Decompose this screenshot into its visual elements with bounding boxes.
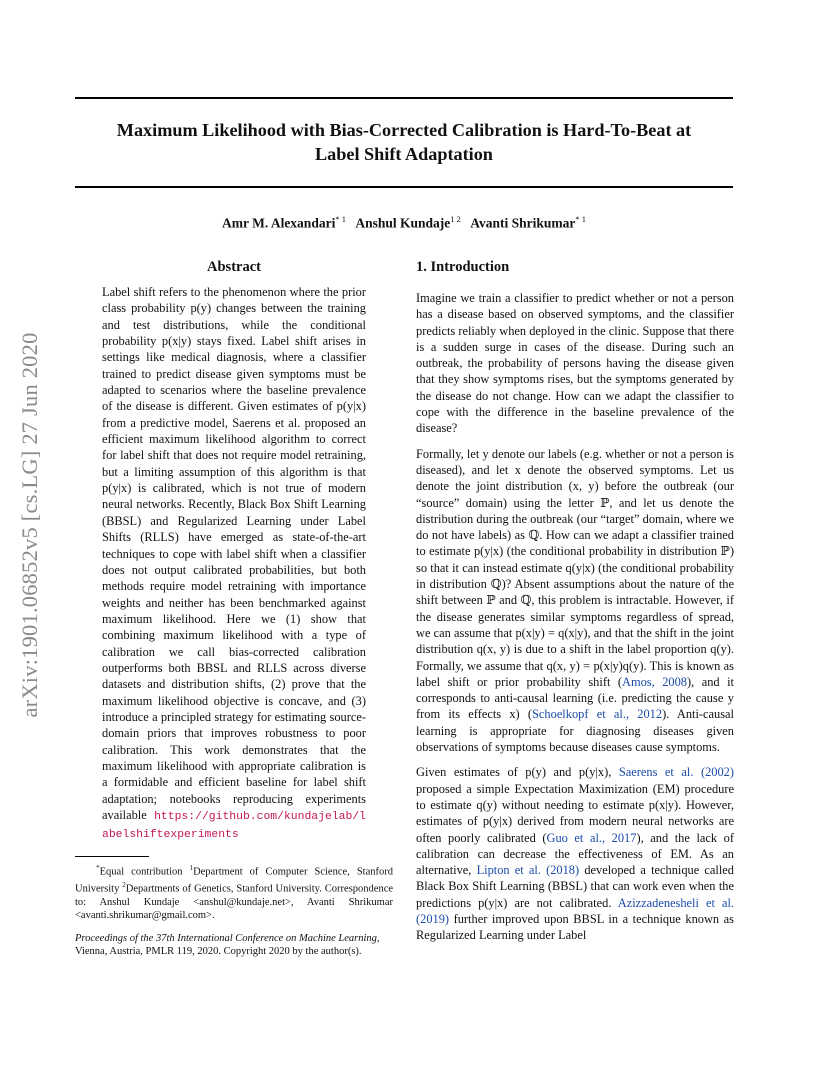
proceedings-note [75, 932, 393, 959]
proceedings-details: , Vienna, Austria, PMLR 119, 2020. Copyright 2020 by the author(s). [75, 933, 380, 958]
introduction-heading: 1. Introduction [416, 259, 510, 275]
citation-link[interactable]: Guo et al., 2017 [546, 830, 637, 845]
p2-text: ), and it corresponds to anti-causal learning (i.e. predicting the cause y from its effects x) ( [416, 674, 734, 722]
intro-paragraph-1: Imagine we train a classifier to predict whether or not a person has a disease based on observed symptoms, and the classifier predicts reliably when deployed in the clinic. Suppose that there is a sudden surge in cases of the disease. During such an outbreak, the probability of persons having the disease given that they show symptoms rises, but the symptoms generated by the disease do not change. How can we adapt the classifier to cope with the difference in the baseline prevalence of the disease? [416, 291, 734, 436]
footnote-correspondence: Correspondence to: Anshul Kundaje <anshul@kundaje.net>, Avanti Shrikumar <avanti.shrikumar@gmail.com>. [75, 883, 394, 921]
abstract-heading: Abstract [207, 259, 261, 275]
citation-link[interactable]: Amos, 2008 [622, 674, 687, 689]
author-list [75, 214, 733, 232]
footnote-affil-1: Department of Computer Science, Stanford University [75, 866, 393, 895]
paper-title [75, 118, 733, 166]
footnote: *Equal contribution $^1$Department of Computer Science, Stanford University $^2$Departments of Genetics, Stanford University. Correspondence to: Anshul Kundaje <anshul@kundaje.net>, Avanti Shrikumar <avanti.shrikumar@gmail.com>. [75, 864, 394, 921]
author-marks: * 1 [575, 214, 587, 224]
title-line-1: Maximum Likelihood with Bias-Corrected Calibration is Hard-To-Beat at [116, 120, 692, 140]
p3-text: proposed a simple Expectation Maximization (EM) procedure to estimate q(y) without needing to estimate p(x|y). However, estimates of p(y|x) derived from modern neural networks are often poorly calibrated ( [416, 781, 734, 845]
repo-link[interactable]: https://github.com/kundajelab/labelshiftexperiments [102, 811, 366, 842]
title-line-2: Label Shift Adaptation [315, 144, 493, 164]
arxiv-identifier: arXiv:1901.06852v5 [cs.LG] 27 Jun 2020 [17, 332, 42, 718]
footnote-rule [75, 856, 149, 857]
p3-text: Given estimates of p(y) and p(y|x), [416, 765, 619, 780]
p2-text: ). Anti-causal learning is appropriate for diagnosing diseases given observations of symptoms because diseases cause symptoms. [416, 707, 734, 755]
abstract-text: Label shift refers to the phenomenon where the prior class probability p(y) changes between the training and test distributions, while the conditional probability p(x|y) stays fixed. Label shift arises in settings like medical diagnosis, where a classifier trained to predict disease given symptoms must be adapted to scenarios where the baseline prevalence of the disease is different. Given estimates of p(y|x) from a predictive model, Saerens et al. proposed an efficient maximum likelihood algorithm to correct for label shift that does not require model retraining, but a limiting assumption of this algorithm is that p(y|x) is calibrated, which is not true of modern neural networks. Recently, Black Box Shift Learning (BBSL) and Regularized Learning under Label Shifts (RLLS) have emerged as state-of-the-art techniques to cope with label shift when a classifier does not output calibrated probabilities, but both methods require model retraining with importance weights and neither has been benchmarked against maximum likelihood. Here we (1) show that combining maximum likelihood with a type of calibration we call bias-corrected calibration outperforms both BBSL and RLLS across diverse datasets and distribution shifts, (2) prove that the maximum likelihood objective is concave, and (3) introduce a principled strategy for estimating source-domain priors that improves robustness to poor calibration. This work demonstrates that the maximum likelihood with appropriate calibration is a formidable and efficient baseline for label shift adaptation; notebooks reproducing experiments available [102, 285, 366, 822]
left-column [75, 259, 393, 844]
p3-text: further improved upon BBSL in a technique known as Regularized Learning under Label [416, 911, 734, 943]
author-name: Anshul Kundaje [355, 215, 451, 231]
footnote-equal: Equal contribution [99, 866, 183, 878]
p3-text: ), and the lack of calibration can decrease the effectiveness of EM. As an alternative, [416, 830, 734, 878]
arxiv-sidebar [10, 290, 50, 760]
footnote-affil-2: Departments of Genetics, Stanford University. [125, 883, 322, 895]
intro-paragraph-2 [416, 446, 734, 756]
citation-link[interactable]: Azizzadenesheli et al. (2019) [416, 895, 734, 926]
author-marks: 1 2 [450, 214, 461, 224]
intro-paragraph-3 [416, 764, 734, 943]
p2-text: Formally, let y denote our labels (e.g. whether or not a person is diseased), and let x denote the observed symptoms. Let us denote the joint distribution (x, y) before the outbreak (our “source” domain) using the letter ℙ, and let us denote the distribution during the outbreak (our “target” domain, where we do not have labels) as ℚ. How can we adapt a classifier trained to estimate p(y|x) (the conditional probability in distribution ℙ) so that it can instead estimate q(y|x) (the conditional probability in distribution ℚ)? Absent assumptions about the nature of the shift between ℙ and ℚ, this problem is intractable. However, if the disease generates similar symptoms regardless of spread, we can assume that p(x|y) = q(x|y), and that the shift in the joint distribution q(x, y) is due to a shift in the label proportion q(y). Formally, we assume that q(x, y) = p(x|y)q(y). This is known as label shift or prior probability shift ( [416, 446, 734, 689]
citation-link[interactable]: Schoelkopf et al., 2012 [532, 707, 663, 722]
abstract-body [102, 284, 366, 844]
citation-link[interactable]: Lipton et al. (2018) [476, 863, 580, 878]
proceedings-venue: Proceedings of the 37th International Conference on Machine Learning [75, 933, 377, 944]
author-marks: * 1 [335, 214, 346, 224]
author-name: Amr M. Alexandari [221, 215, 336, 231]
p3-text: developed a technique called Black Box Shift Learning (BBSL) that can work even when the predictions p(y|x) are not calibrated. [416, 863, 734, 910]
title-bottom-rule [75, 186, 733, 188]
author-name: Avanti Shrikumar [470, 215, 576, 231]
right-column [416, 259, 734, 953]
citation-link[interactable]: Saerens et al. (2002) [618, 765, 735, 780]
title-top-rule [75, 97, 733, 99]
